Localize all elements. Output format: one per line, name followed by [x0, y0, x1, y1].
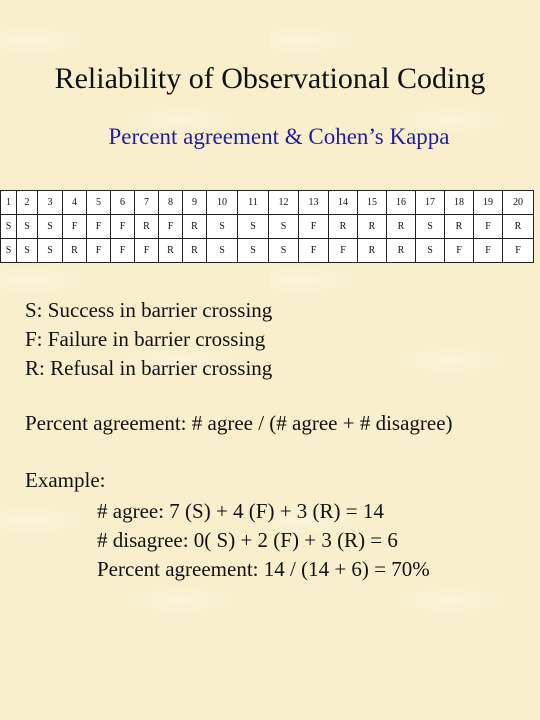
table-cell: 5	[87, 191, 111, 215]
table-cell: S	[17, 215, 38, 239]
table-cell: R	[159, 239, 183, 263]
table-cell: R	[445, 215, 474, 239]
table-cell: R	[183, 239, 207, 263]
table-cell: F	[445, 239, 474, 263]
table-cell: F	[87, 215, 111, 239]
table-cell: S	[1, 239, 17, 263]
table-cell: 4	[63, 191, 87, 215]
percent-agreement-formula: Percent agreement: # agree / (# agree + # disagree)	[25, 411, 453, 435]
code-legend	[25, 296, 272, 383]
table-cell: 7	[135, 191, 159, 215]
table-cell: S	[269, 215, 299, 239]
table-cell: S	[207, 215, 238, 239]
table-cell: 13	[299, 191, 329, 215]
table-cell: F	[111, 239, 135, 263]
legend-item-failure: F: Failure in barrier crossing	[25, 327, 266, 351]
table-cell: R	[387, 239, 416, 263]
table-cell: S	[416, 215, 445, 239]
table-cell: F	[111, 215, 135, 239]
table-cell: 12	[269, 191, 299, 215]
table-cell: R	[358, 215, 387, 239]
table-cell: 18	[445, 191, 474, 215]
table-cell: F	[87, 239, 111, 263]
example-line-disagree: # disagree: 0( S) + 2 (F) + 3 (R) = 6	[97, 528, 398, 552]
table-cell: S	[207, 239, 238, 263]
table-cell: 11	[238, 191, 269, 215]
table-cell: 17	[416, 191, 445, 215]
table-cell: S	[238, 215, 269, 239]
table-cell: F	[299, 239, 329, 263]
table-cell: F	[503, 239, 534, 263]
table-cell: F	[159, 215, 183, 239]
example-line-agree: # agree: 7 (S) + 4 (F) + 3 (R) = 14	[97, 499, 384, 523]
legend-item-success: S: Success in barrier crossing	[25, 298, 273, 322]
table-cell: R	[183, 215, 207, 239]
table-cell: S	[1, 215, 17, 239]
example-calculation	[97, 497, 430, 584]
page-title: Reliability of Observational Coding	[54, 62, 486, 95]
table-cell: F	[329, 239, 358, 263]
table-cell: 19	[474, 191, 503, 215]
table-cell: F	[135, 239, 159, 263]
table-cell: R	[387, 215, 416, 239]
page-subtitle: Percent agreement & Cohen’s Kappa	[108, 124, 450, 149]
coding-table	[0, 190, 534, 263]
legend-item-refusal: R: Refusal in barrier crossing	[25, 356, 273, 380]
table-cell: 10	[207, 191, 238, 215]
table-row	[1, 239, 534, 263]
table-cell: R	[503, 215, 534, 239]
table-cell: R	[135, 215, 159, 239]
table-cell: 15	[358, 191, 387, 215]
table-cell: F	[299, 215, 329, 239]
table-row	[1, 215, 534, 239]
table-cell: 3	[38, 191, 63, 215]
table-cell: S	[17, 239, 38, 263]
table-cell: R	[358, 239, 387, 263]
table-cell: F	[474, 215, 503, 239]
table-cell: S	[38, 239, 63, 263]
table-cell: 16	[387, 191, 416, 215]
table-cell: 2	[17, 191, 38, 215]
example-label: Example:	[25, 468, 106, 492]
table-cell: 8	[159, 191, 183, 215]
table-cell: 6	[111, 191, 135, 215]
table-cell: S	[238, 239, 269, 263]
table-cell: S	[269, 239, 299, 263]
table-cell: 14	[329, 191, 358, 215]
table-cell: R	[63, 239, 87, 263]
table-header-row	[1, 191, 534, 215]
table-cell: S	[38, 215, 63, 239]
table-cell: 1	[1, 191, 17, 215]
table-cell: R	[329, 215, 358, 239]
table-cell: S	[416, 239, 445, 263]
table-cell: 20	[503, 191, 534, 215]
table-cell: 9	[183, 191, 207, 215]
example-line-result: Percent agreement: 14 / (14 + 6) = 70%	[97, 557, 430, 581]
table-cell: F	[63, 215, 87, 239]
table-cell: F	[474, 239, 503, 263]
